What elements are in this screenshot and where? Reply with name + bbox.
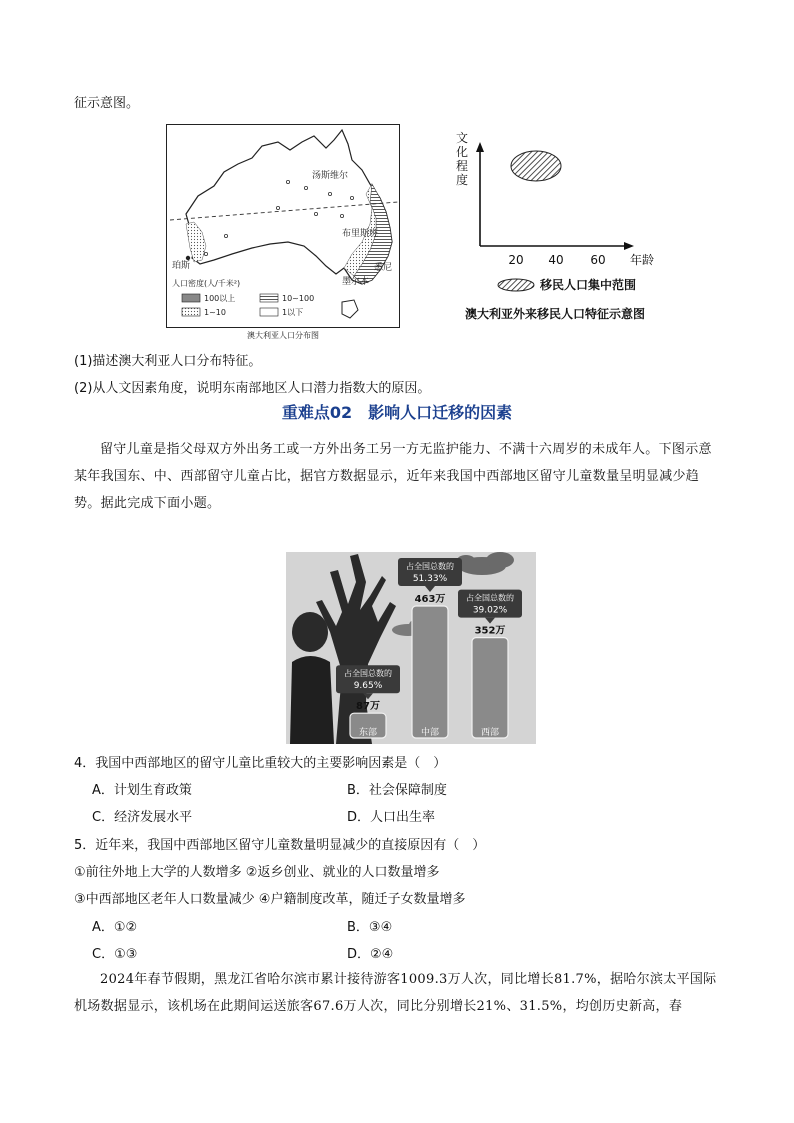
- q4-option-b[interactable]: B．社会保障制度: [347, 783, 447, 798]
- x-axis-arrow: [624, 242, 634, 250]
- legend-swatch-low: [260, 308, 278, 316]
- q4-option-a[interactable]: A．计划生育政策: [92, 783, 192, 798]
- legend-label-high: 100以上: [204, 294, 236, 303]
- closing-paragraph: 2024年春节假期，黑龙江省哈尔滨市累计接待游客1009.3万人次，同比增长81.7%，据哈尔滨太平国际机场数据显示，该机场在此期间运送旅客67.6万人次，同比分别增长21%、31.5%，均创历史新高，春: [74, 972, 717, 1014]
- intro-tail: 征示意图。: [74, 96, 140, 111]
- question-1-2: (2)从人文因素角度，说明东南部地区人口潜力指数大的原因。: [74, 381, 431, 396]
- migrant-chart-caption: 澳大利亚外来移民人口特征示意图: [464, 307, 646, 321]
- y-axis-arrow: [476, 142, 484, 152]
- q5-option-a[interactable]: A．①②: [92, 920, 138, 935]
- section-heading: 重难点02 影响人口迁移的因素: [281, 403, 513, 422]
- legend-swatch-medium: [182, 308, 200, 316]
- share-callout-label: 占全国总数的: [466, 593, 514, 603]
- map-caption: 澳大利亚人口分布图: [247, 331, 319, 340]
- y-axis-label-char-3: 程: [455, 159, 469, 173]
- legend-swatch-medium-high: [260, 294, 278, 302]
- legend-label-low: 1以下: [282, 308, 304, 317]
- left-behind-children-chart: [286, 552, 536, 744]
- city-townsville: 汤斯维尔: [312, 171, 349, 181]
- category-label: 西部: [480, 728, 500, 738]
- intro-paragraph: 留守儿童是指父母双方外出务工或一方外出务工另一方无监护能力、不满十六周岁的未成年人。下图示意某年我国东、中、西部留守儿童占比，据官方数据显示，近年来我国中西部地区留守儿童数量呈明显减少趋势。据此完成下面小题。: [74, 442, 712, 511]
- x-axis-label: 年龄: [630, 253, 655, 267]
- share-value: 51.33%: [412, 574, 448, 584]
- bar-3: [472, 638, 508, 738]
- q4-option-c[interactable]: C．经济发展水平: [92, 810, 193, 825]
- y-axis-label-char-1: 文: [455, 131, 469, 145]
- category-label: 东部: [358, 728, 378, 738]
- share-callout-label: 占全国总数的: [344, 669, 392, 679]
- density-legend-title: 人口密度(人/千米²): [172, 279, 241, 288]
- y-axis-label-char-2: 化: [455, 145, 469, 159]
- chart-legend-label: 移民人口集中范围: [540, 278, 637, 292]
- australia-population-map: [166, 124, 400, 340]
- share-callout-label: 占全国总数的: [406, 562, 454, 571]
- legend-label-medium: 1~10: [204, 308, 226, 317]
- x-tick-60: 60: [590, 253, 606, 267]
- share-value: 9.65%: [353, 681, 383, 692]
- q5-stem: 5．近年来，我国中西部地区留守儿童数量明显减少的直接原因有（ ）: [74, 838, 486, 853]
- category-label: 中部: [420, 728, 440, 738]
- city-melbourne: 墨尔本: [342, 277, 370, 287]
- city-sydney: 悉尼: [374, 263, 393, 273]
- perth-marker: [186, 256, 190, 260]
- legend-swatch-region: [498, 279, 534, 291]
- q4-stem: 4．我国中西部地区的留守儿童比重较大的主要影响因素是（ ）: [74, 756, 447, 771]
- bar-2: [412, 606, 448, 738]
- q5-option-c[interactable]: C．①③: [92, 947, 138, 962]
- legend-swatch-high: [182, 294, 200, 302]
- child-illustration: [290, 612, 334, 744]
- q5-option-d[interactable]: D．②④: [347, 947, 394, 962]
- migrant-characteristic-chart: [440, 124, 670, 324]
- value-label: 352万: [474, 625, 506, 637]
- legend-label-medium-high: 10~100: [282, 294, 315, 303]
- x-tick-20: 20: [508, 253, 524, 267]
- q5-items-line-2: ③中西部地区老年人口数量减少 ④户籍制度改革，随迁子女数量增多: [74, 892, 466, 907]
- y-axis-label-char-4: 度: [455, 173, 469, 187]
- migrant-concentration-region: [511, 151, 561, 181]
- city-brisbane: 布里斯班: [342, 229, 379, 239]
- question-1-1: (1)描述澳大利亚人口分布特征。: [74, 354, 262, 369]
- x-tick-40: 40: [548, 253, 564, 267]
- q5-items-line-1: ①前往外地上大学的人数增多 ②返乡创业、就业的人口数量增多: [74, 865, 440, 880]
- q4-option-d[interactable]: D．人口出生率: [347, 810, 436, 825]
- value-label: 87万: [356, 701, 380, 713]
- city-perth: 珀斯: [172, 261, 191, 271]
- share-value: 39.02%: [472, 605, 508, 616]
- value-label: 463万: [414, 594, 446, 605]
- q5-option-b[interactable]: B．③④: [347, 920, 393, 935]
